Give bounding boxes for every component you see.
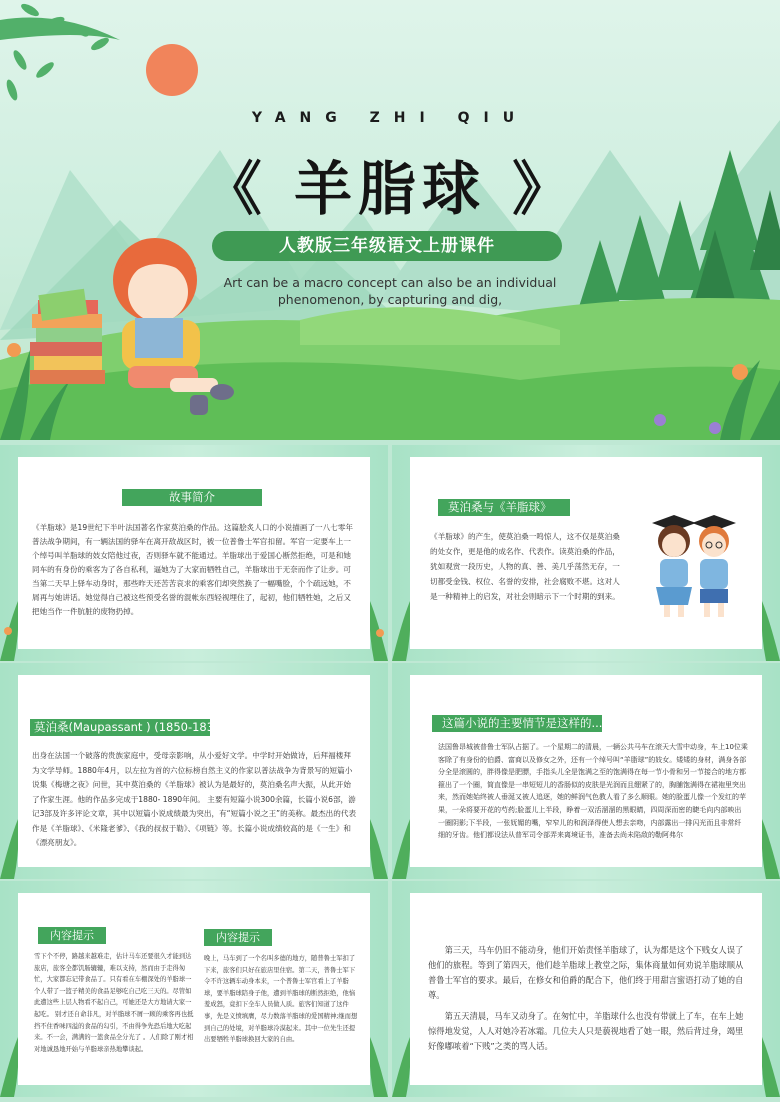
english-line-2: phenomenon, by capturing and dig,: [277, 292, 503, 307]
slide-card: [410, 675, 762, 867]
english-line-1: Art can be a macro concept can also be an individual: [223, 275, 557, 290]
pinyin-heading: YANG ZHI QIU: [251, 110, 529, 126]
section-tag: 故事简介: [122, 489, 262, 506]
paragraph-1: 第三天，马车仍旧不能动身，他们开始责怪羊脂球了，认为都是这个下贱女人误了他们的旅程。等到了第四天，他们趁羊脂球上教堂之际，集体商量如何劝说羊脂球顺从普鲁士军官的要求。最后，在修女和伯爵的配合下，他们终于用甜言蜜语打动了她的自尊。: [428, 945, 744, 1000]
section-tag-left: 内容提示: [38, 927, 106, 944]
slide-body-text: 出身在法国一个破落的贵族家庭中，受母亲影响，从小爱好文学。中学时开始做诗，后拜福楼拜为文学导师。1880年4月，以左拉为首的六位标榜自然主义的作家以普法战争为背景写的短篇小说集《梅塘之夜》问世，其中莫泊桑的《羊脂球》被认为是最好的，莫泊桑名声大振，从此开始了作家生涯。他的作品多完成于1880- 1890年间。 主要有短篇小说300余篇，长篇小说6部，游记3部及许多评论文章，其中以短篇小说成绩最为突出，有“短篇小说之王”的美称。最杰出的代表作是《羊脂球》、《米隆老爹》、《我的叔叔于勒》、《项链》等。长篇小说成绩较高的是《一生》和《漂亮朋友》。: [32, 751, 357, 847]
subtitle-badge: 人教版三年级语文上册课件: [212, 231, 562, 261]
section-tag: 这篇小说的主要情节是这样的.....: [432, 715, 602, 732]
sun-icon: [146, 44, 198, 96]
slide-story-summary: [0, 445, 388, 661]
slide-card: [18, 893, 370, 1085]
slide-main-plot: [392, 663, 780, 879]
slide-story-ending: [392, 881, 780, 1097]
slide-body-text-left: 雪下个不停，路越来越难走，估计马车还要很久才能到达旅店，旅客全都饥肠辘辘，难以支持，然而由于走得匆忙，大家都忘记带食品了。只有看在车棚深处的羊脂球一个人带了一篮子精美的食品足够吃自己吃三天的。尽管如此遭这些上层人物看不起自己，可她还是大方地请大家一起吃。 别才还自命非凡，对羊脂球不屑一顾的乘客再也抵挡不住香味四溢的食品的勾引，不由得争先恐后地大吃起来。不一会，满满的一篮食品全分光了 。人们除了刚才相对地诚恳地开始与羊脂球亲热地攀谈起。: [34, 953, 194, 1053]
section-tag: 莫泊桑(Maupassant ) (1850-1839 ): [30, 719, 210, 736]
slide-body-text: 《羊脂球》是19世纪下半叶法国著名作家莫泊桑的作品。这篇脍炙人口的小说描画了一八七零年普法战争期间，有一辆法国的驿车在离开敌战区时，被一位普鲁士军官扣留。军官一定要车上一个绰号叫羊脂球的妓女陪他过夜，否则驿车就不能通过。羊脂球出于爱国心断然拒绝，可是和她同车的有身份的乘客为了各自私利，逼她为了大家而牺牲自己，羊脂球出于无奈而作了让步。可当第二天早上驿车动身时，那些昨天还苦苦哀求的乘客们却突然换了一幅嘴脸，个个疏远她，不屑再与她讲话。她觉得自己被这些预受名誉的混帐东西轻视埋住了，起初，他们牺牲她，之后又把她当作一件肮脏的废物扔掉。: [32, 523, 354, 616]
slide-maupassant-and-work: [392, 445, 780, 661]
students-illustration-icon: [634, 509, 752, 619]
slide-card: [410, 893, 762, 1085]
slide-body-text: [428, 943, 746, 1054]
slide-body-text: 法国鲁昂城被普鲁士军队占据了。一个星期二的清晨，一辆公共马车在滚天大雪中动身，车上10位乘客除了有身份的伯爵、富商以及修女之外，还有一个绰号叫“羊脂球”的妓女。矮矮的身材，满身各部分全是滚圆的，胖得像是肥膘，手指头儿全是饱满之至的饱满得在每一节小骨和另一节接合的地方都箍出了一个圈，简直像是一串短短儿的香肠似的皮肤是光润而且绷紧了的，胸脯饱满得在裙袍里突出来，然而她始终被人垂涎又被人追逐，她的鲜润气色教人看了多么顺眼。她的脸蛋儿像一个发红的苹果，一朵将要开花的芍药;脸蛋儿上半段，睁着一双活溜溜的黑眼睛，四周深而密的睫毛向内部映出一圈阴影;下半段，一张妩媚的嘴，窄窄儿的和润泽得使人想去亲吻，内部露出一排闪光而且非常纤细的牙齿。他们都设法从普军司令部弄来离境证书，准备去尚未陷敌的勒阿弗尔: [438, 743, 748, 840]
title-slide: [0, 0, 780, 440]
slide-card: [410, 457, 762, 649]
paragraph-2: 第五天清晨，马车又动身了。在匆忙中，羊脂球什么也没有带就上了车，在车上她惊得地发觉，人人对她冷若冰霜。几位夫人只是藐视地看了她一眼，然后背过身，竭里好像嘟哝着“下贱”之类的骂人话。: [428, 1011, 744, 1051]
english-tagline: [220, 274, 560, 308]
slide-author-bio: [0, 663, 388, 879]
slide-content-hints: [0, 881, 388, 1097]
section-tag-right: 内容提示: [204, 929, 272, 946]
slide-card: [18, 457, 370, 649]
slide-body-text: 《羊脂球》的产生，使莫泊桑一鸣惊人，这不仅是莫泊桑的处女作，更是他的成名作、代表作。读莫泊桑的作品，犹如观赏一段历史，人物的真、善、美几乎荡然无存，一切都受金钱、权位、名誉的安排，社会腐败不堪。这对人是一种精神上的启发，对社会则暗示下一个时期的到来。: [430, 532, 620, 601]
slide-body-text-right: 晚上，马车到了一个名叫多德的地方，随普鲁士军扣了下来，旅客们只好在旅店里住宿。第二天，普鲁士军下令不许这辆车动身本来，一个普鲁士军官看上了羊脂球，要羊脂球陪身子他，遭到羊脂球的断然拒绝，他恼羞成怒，竟扣下全车人员做人质。旅客们知道了这件事，先是义愤填膺，尽力数落羊脂球的爱国精神;继而想到自己的处境，对羊脂球冷漠起来。其中一位先生还提出要牺牲羊脂球换回大家的自由。: [204, 955, 358, 1044]
slide-card: [18, 675, 370, 867]
book-stack-icon: [30, 289, 105, 384]
page-title: 《 羊脂球 》: [203, 155, 577, 223]
section-tag: 莫泊桑与《羊脂球》: [438, 499, 570, 516]
